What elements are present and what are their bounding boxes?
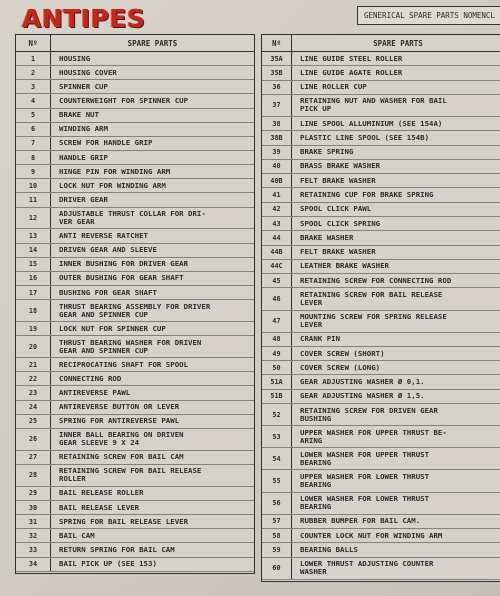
table-row <box>16 94 254 108</box>
table-row <box>262 404 500 426</box>
table-row <box>16 465 254 487</box>
part-number: 13 <box>16 229 51 242</box>
table-row <box>16 386 254 400</box>
part-description: LINE ROLLER CUP <box>300 82 367 92</box>
part-number: 49 <box>262 347 292 360</box>
part-number: 60 <box>262 558 292 579</box>
table-row <box>262 188 500 202</box>
table-row <box>262 448 500 470</box>
part-description: HANDLE GRIP <box>59 152 108 162</box>
part-description: FELT BRAKE WASHER <box>300 247 376 257</box>
table-row <box>16 137 254 151</box>
part-number: 43 <box>262 217 292 230</box>
part-description: CRANK PIN <box>300 334 341 344</box>
table-header <box>262 35 500 52</box>
part-number: 44C <box>262 260 292 273</box>
spare-parts-table-left <box>15 34 255 574</box>
part-description: SPRING FOR BAIL RELEASE LEVER <box>59 516 189 526</box>
part-description: LOCK NUT FOR SPINNER CUP <box>59 323 166 333</box>
table-row <box>16 358 254 372</box>
part-number: 9 <box>16 165 51 178</box>
part-number: 12 <box>16 208 51 229</box>
part-description: BEARING BALLS <box>300 544 358 554</box>
part-number: 41 <box>262 188 292 201</box>
brand-logo: ANTIPES <box>22 4 146 33</box>
table-row <box>262 160 500 174</box>
table-row <box>16 558 254 572</box>
part-number: 26 <box>16 429 51 450</box>
part-description: LOWER WASHER FOR LOWER THRUST BEARING <box>300 494 430 512</box>
part-number: 51A <box>262 375 292 388</box>
part-description: LEATHER BRAKE WASHER <box>300 261 389 271</box>
part-description: BRASS BRAKE WASHER <box>300 161 381 171</box>
part-description: UPPER WASHER FOR UPPER THRUST BE- ARING <box>300 427 447 445</box>
part-description: FELT BRAKE WASHER <box>300 175 376 185</box>
part-number: 29 <box>16 487 51 500</box>
table-row <box>16 487 254 501</box>
table-row <box>16 372 254 386</box>
table-row <box>262 470 500 492</box>
part-description: BUSHING FOR GEAR SHAFT <box>59 287 157 297</box>
part-number: 44B <box>262 246 292 259</box>
table-row <box>16 429 254 451</box>
column-header-number: Nº <box>16 35 51 51</box>
table-row <box>262 52 500 66</box>
part-number: 35A <box>262 52 292 65</box>
part-description: SPRING FOR ANTIREVERSE PAWL <box>59 416 180 426</box>
part-description: BAIL PICK UP (SEE 153) <box>59 559 157 569</box>
part-number: 21 <box>16 358 51 371</box>
table-row <box>262 117 500 131</box>
part-number: 3 <box>16 80 51 93</box>
table-row <box>262 375 500 389</box>
part-number: 20 <box>16 336 51 357</box>
table-row <box>16 151 254 165</box>
part-number: 10 <box>16 179 51 192</box>
part-number: 56 <box>262 493 292 514</box>
table-row <box>262 426 500 448</box>
part-number: 42 <box>262 203 292 216</box>
part-description: MOUNTING SCREW FOR SPRING RELEASE LEVER <box>300 312 447 330</box>
part-description: RETURN SPRING FOR BAIL CAM <box>59 544 175 554</box>
part-description: RETAINING NUT AND WASHER FOR BAIL PICK UP <box>300 96 447 114</box>
part-number: 6 <box>16 123 51 136</box>
part-description: UPPER WASHER FOR LOWER THRUST BEARING <box>300 472 430 490</box>
part-number: 38B <box>262 131 292 144</box>
table-body <box>262 52 500 580</box>
part-number: 48 <box>262 333 292 346</box>
part-description: LINE GUIDE AGATE ROLLER <box>300 67 403 77</box>
table-row <box>262 260 500 274</box>
column-header-number: Nº <box>262 35 292 51</box>
table-row <box>262 390 500 404</box>
part-number: 51B <box>262 390 292 403</box>
table-row <box>262 246 500 260</box>
table-row <box>262 146 500 160</box>
spare-parts-table-right <box>261 34 500 582</box>
part-description: COUNTERWEIGHT FOR SPINNER CUP <box>59 95 189 105</box>
part-description: RUBBER BUMPER FOR BAIL CAM. <box>300 516 421 526</box>
part-description: DRIVEN GEAR AND SLEEVE <box>59 245 157 255</box>
part-description: COUNTER LOCK NUT FOR WINDING ARM <box>300 530 443 540</box>
part-number: 54 <box>262 448 292 469</box>
part-number: 40 <box>262 160 292 173</box>
part-number: 4 <box>16 94 51 107</box>
part-number: 46 <box>262 288 292 309</box>
part-description: RECIPROCATING SHAFT FOR SPOOL <box>59 359 189 369</box>
part-number: 5 <box>16 109 51 122</box>
part-description: PLASTIC LINE SPOOL (SEE 154B) <box>300 132 430 142</box>
part-number: 45 <box>262 274 292 287</box>
part-description: RETAINING SCREW FOR BAIL CAM <box>59 452 184 462</box>
part-description: INNER BUSHING FOR DRIVER GEAR <box>59 259 189 269</box>
part-number: 58 <box>262 529 292 542</box>
part-description: SPINNER CUP <box>59 81 108 91</box>
part-description: THRUST BEARING WASHER FOR DRIVEN GEAR AND SPINNER CUP <box>59 337 202 355</box>
part-description: GEAR ADJUSTING WASHER Ø 0,1. <box>300 377 425 387</box>
table-row <box>262 311 500 333</box>
part-number: 8 <box>16 151 51 164</box>
part-description: ANTIREVERSE PAWL <box>59 388 131 397</box>
table-row <box>262 203 500 217</box>
part-description: THRUST BEARING ASSEMBLY FOR DRIVER GEAR AND SPINNER CUP <box>59 301 211 319</box>
part-number: 19 <box>16 322 51 335</box>
part-description: COVER SCREW (LONG) <box>300 362 381 372</box>
part-number: 34 <box>16 558 51 571</box>
part-description: WINDING ARM <box>59 124 108 134</box>
part-description: COVER SCREW (SHORT) <box>300 348 385 358</box>
part-number: 17 <box>16 286 51 299</box>
table-row <box>16 208 254 230</box>
table-row <box>16 322 254 336</box>
part-description: RETAINING SCREW FOR BAIL RELEASE LEVER <box>300 289 443 307</box>
part-number: 1 <box>16 52 51 65</box>
table-row <box>262 347 500 361</box>
table-row <box>16 179 254 193</box>
part-number: 11 <box>16 193 51 206</box>
part-number: 32 <box>16 529 51 542</box>
table-row <box>262 543 500 557</box>
table-row <box>16 515 254 529</box>
part-number: 14 <box>16 244 51 257</box>
part-description: BRAKE SPRING <box>300 147 354 157</box>
part-description: RETAINING CUP FOR BRAKE SPRING <box>300 190 434 200</box>
part-description: LOWER THRUST ADJUSTING COUNTER WASHER <box>300 559 434 577</box>
part-description: ADJUSTABLE THRUST COLLAR FOR DRI- VER GEAR <box>59 209 206 226</box>
table-row <box>16 336 254 358</box>
table-row <box>262 174 500 188</box>
part-number: 59 <box>262 543 292 556</box>
part-number: 36 <box>262 81 292 94</box>
part-number: 39 <box>262 146 292 159</box>
part-description: SPOOL CLICK SPRING <box>300 218 381 228</box>
part-number: 38 <box>262 117 292 130</box>
part-number: 24 <box>16 401 51 414</box>
part-number: 52 <box>262 404 292 425</box>
part-number: 18 <box>16 300 51 321</box>
table-row <box>16 229 254 243</box>
part-description: RETAINING SCREW FOR BAIL RELEASE ROLLER <box>59 466 202 484</box>
part-number: 44 <box>262 231 292 244</box>
part-description: RETAINING SCREW FOR CONNECTING ROD <box>300 275 452 285</box>
document-header-box: GENERICAL SPARE PARTS NOMENCL <box>357 6 500 25</box>
table-row <box>16 52 254 66</box>
part-number: 50 <box>262 361 292 374</box>
part-number: 40B <box>262 174 292 187</box>
part-description: RETAINING SCREW FOR DRIVEN GEAR BUSHING <box>300 405 438 423</box>
table-row <box>16 501 254 515</box>
part-description: SPOOL CLICK PAWL <box>300 204 372 214</box>
table-row <box>262 333 500 347</box>
table-row <box>262 81 500 95</box>
part-number: 30 <box>16 501 51 514</box>
part-number: 23 <box>16 386 51 399</box>
part-description: BAIL CAM <box>59 530 95 540</box>
table-row <box>16 451 254 465</box>
table-row <box>16 543 254 557</box>
table-row <box>262 493 500 515</box>
part-number: 16 <box>16 272 51 285</box>
part-number: 22 <box>16 372 51 385</box>
table-row <box>16 529 254 543</box>
part-number: 33 <box>16 543 51 556</box>
column-header-spare-parts: SPARE PARTS <box>127 38 178 48</box>
part-number: 47 <box>262 311 292 332</box>
table-row <box>16 401 254 415</box>
part-description: BAIL RELEASE LEVER <box>59 502 140 512</box>
part-number: 2 <box>16 66 51 79</box>
part-description: BRAKE WASHER <box>300 232 354 242</box>
part-number: 37 <box>262 95 292 116</box>
table-row <box>262 95 500 117</box>
part-description: CONNECTING ROD <box>59 373 122 383</box>
table-row <box>262 274 500 288</box>
part-description: HINGE PIN FOR WINDING ARM <box>59 166 171 176</box>
table-row <box>262 231 500 245</box>
part-description: BRAKE NUT <box>59 110 100 120</box>
part-description: BAIL RELEASE ROLLER <box>59 488 144 498</box>
table-row <box>16 109 254 123</box>
part-number: 7 <box>16 137 51 150</box>
table-row <box>16 123 254 137</box>
part-number: 53 <box>262 426 292 447</box>
column-header-spare-parts: SPARE PARTS <box>373 38 423 48</box>
part-description: OUTER BUSHING FOR GEAR SHAFT <box>59 273 184 283</box>
table-row <box>16 415 254 429</box>
part-description: ANTI REVERSE RATCHET <box>59 231 148 241</box>
part-description: HOUSING COVER <box>59 67 117 77</box>
table-row <box>16 165 254 179</box>
table-row <box>262 558 500 580</box>
table-row <box>16 244 254 258</box>
table-row <box>262 217 500 231</box>
part-number: 57 <box>262 515 292 528</box>
table-row <box>16 258 254 272</box>
part-description: GEAR ADJUSTING WASHER Ø 1,5. <box>300 391 425 401</box>
table-row <box>16 286 254 300</box>
table-row <box>262 66 500 80</box>
table-row <box>262 515 500 529</box>
table-row <box>16 66 254 80</box>
table-header <box>16 35 254 52</box>
part-number: 35B <box>262 66 292 79</box>
part-description: LINE GUIDE STEEL ROLLER <box>300 53 403 63</box>
part-number: 28 <box>16 465 51 486</box>
part-number: 15 <box>16 258 51 271</box>
part-description: HOUSING <box>59 53 91 63</box>
part-description: INNER BALL BEARING ON DRIVEN GEAR SLEEVE 9 X 24 <box>59 430 184 448</box>
part-description: SCREW FOR HANDLE GRIP <box>59 138 153 148</box>
part-description: ANTIREVERSE BUTTON OR LEVER <box>59 402 180 412</box>
part-number: 25 <box>16 415 51 428</box>
part-number: 31 <box>16 515 51 528</box>
table-row <box>16 193 254 207</box>
part-description: DRIVER GEAR <box>59 194 108 204</box>
part-number: 27 <box>16 451 51 464</box>
part-description: LOWER WASHER FOR UPPER THRUST BEARING <box>300 449 430 467</box>
part-number: 55 <box>262 470 292 491</box>
table-row <box>262 361 500 375</box>
table-row <box>16 272 254 286</box>
part-description: LINE SPOOL ALLUMINIUM (SEE 154A) <box>300 118 443 128</box>
part-description: LOCK NUT FOR WINDING ARM <box>59 180 166 190</box>
table-row <box>16 300 254 322</box>
table-body <box>16 52 254 572</box>
table-row <box>262 288 500 310</box>
table-row <box>262 131 500 145</box>
table-row <box>16 80 254 94</box>
table-row <box>262 529 500 543</box>
